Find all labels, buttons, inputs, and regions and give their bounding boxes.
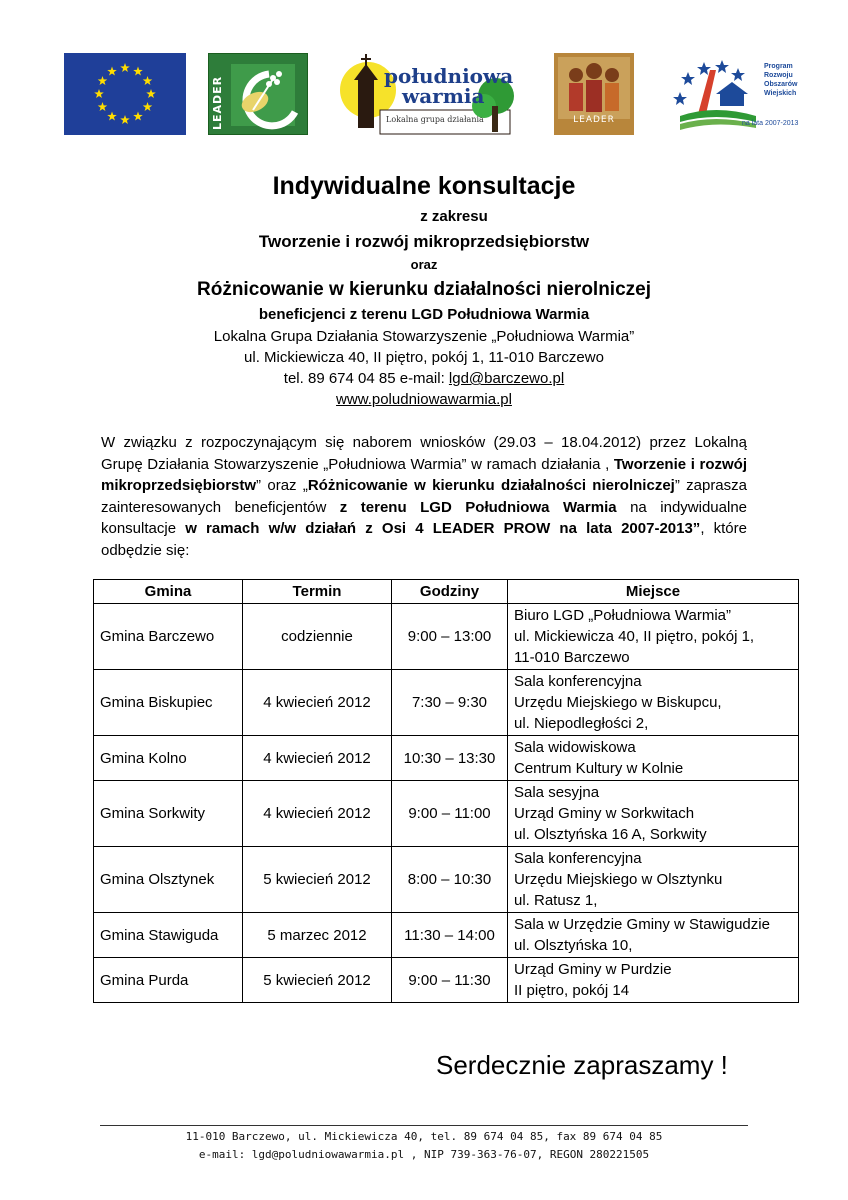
eu-star [120,63,130,72]
intro-bold-roznicowanie: Różnicowanie w kierunku działalności nierolniczej [307,477,675,494]
cell-godziny: 10:30 – 13:30 [392,736,508,781]
cell-miejsce [508,847,799,913]
miejsce-line: Sala konferencyjna [514,850,642,867]
miejsce-line: Urząd Gminy w Sorkwitach [514,805,695,822]
column-header-gmina: Gmina [94,580,243,604]
cell-termin: 5 kwiecień 2012 [243,958,392,1003]
cell-termin: 4 kwiecień 2012 [243,670,392,736]
footer-divider [100,1125,748,1126]
cell-termin: 4 kwiecień 2012 [243,781,392,847]
cell-gmina: Gmina Sorkwity [94,781,243,847]
header-org-name: Lokalna Grupa Działania Stowarzyszenie „Południowa Warmia” [213,328,635,345]
intro-text: , które odbędzie się: [101,520,747,559]
cell-miejsce [508,736,799,781]
eu-star [133,112,143,121]
intro-bold-mikro: Tworzenie i rozwój mikroprzedsiębiorstw [101,455,748,494]
header-line-oraz: oraz [410,257,438,272]
cell-godziny: 8:00 – 10:30 [392,847,508,913]
cell-miejsce [508,604,799,670]
cell-gmina: Gmina Olsztynek [94,847,243,913]
table-body [94,604,799,1003]
miejsce-line: 11-010 Barczewo [514,649,630,666]
eu-star [98,76,108,85]
page-title: Indywidualne konsultacje [272,172,576,200]
table-row [94,604,799,670]
table-header-row [94,580,799,604]
schedule-table [93,579,799,1003]
intro-bold-leader: w ramach w/w działań z Osi 4 LEADER PROW na lata 2007-2013” [185,520,701,537]
cell-godziny: 11:30 – 14:00 [392,913,508,958]
cell-termin: 5 kwiecień 2012 [243,847,392,913]
eu-star [146,89,156,98]
header-contact [0,368,848,389]
header-line-roznicowanie: Różnicowanie w kierunku działalności nierolniczej [197,279,651,300]
intro-text: na indywidualne konsultacje [101,498,747,537]
eu-stars-icon [64,53,186,135]
eu-star [133,66,143,75]
miejsce-line: Sala w Urzędzie Gminy w Stawigudzie [514,916,770,933]
miejsce-line: Urzędu Miejskiego w Olsztynku [514,871,723,888]
header-tel: tel. 89 674 04 85 e-mail: [283,370,449,387]
cell-godziny: 9:00 – 11:00 [392,781,508,847]
table-row [94,670,799,736]
prow-logo [670,54,810,134]
cell-miejsce [508,913,799,958]
cell-godziny: 7:30 – 9:30 [392,670,508,736]
prow-text-line: Rozwoju [764,72,793,79]
leader2-logo-text: LEADER [573,115,615,125]
leader-logo-text: LEADER [211,75,224,130]
leader-people-logo [554,53,634,135]
email-link[interactable]: lgd@barczewo.pl [448,370,565,387]
cell-godziny: 9:00 – 13:00 [392,604,508,670]
table-row [94,736,799,781]
eu-star [120,115,130,124]
eu-star [94,89,104,98]
poludniowa-warmia-logo [340,50,526,138]
cell-termin: 5 marzec 2012 [243,913,392,958]
cell-gmina: Gmina Kolno [94,736,243,781]
header-line-beneficjenci: beneficjenci z terenu LGD Południowa Warmia [258,306,590,323]
miejsce-line: Biuro LGD „Południowa Warmia” [514,607,732,624]
logo-bar [0,50,848,140]
cell-miejsce [508,781,799,847]
cell-gmina: Gmina Barczewo [94,604,243,670]
header-address: ul. Mickiewicza 40, II piętro, pokój 1, 11-010 Barczewo [244,349,604,366]
cell-miejsce [508,670,799,736]
miejsce-line: II piętro, pokój 14 [514,982,630,999]
cell-godziny: 9:00 – 11:30 [392,958,508,1003]
intro-text: W związku z rozpoczynającym się naborem wniosków (29.03 – 18.04.2012) przez Lokalną Grupę Działania Stowarzyszenie „Południowa Warmia” w ramach działania , [101,434,747,473]
miejsce-line: ul. Ratusz 1, [514,892,598,909]
leader-logo [208,53,308,135]
lgd-logo-subtitle: Lokalna grupa działania [386,115,484,124]
eu-star [143,102,153,111]
miejsce-line: ul. Mickiewicza 40, II piętro, pokój 1, [514,628,755,645]
warmia-logo-text: warmia [402,84,485,108]
cell-gmina: Gmina Biskupiec [94,670,243,736]
cell-gmina: Gmina Purda [94,958,243,1003]
poludniowa-logo-text: południowa [384,64,514,88]
cell-termin: 4 kwiecień 2012 [243,736,392,781]
miejsce-line: ul. Niepodległości 2, [514,715,649,732]
footer [0,1128,848,1164]
website-link[interactable]: www.poludniowawarmia.pl [336,391,512,408]
header-line-zakresu: z zakresu [420,208,488,225]
miejsce-line: Urzędu Miejskiego w Biskupcu, [514,694,722,711]
column-header-termin: Termin [243,580,392,604]
miejsce-line: Centrum Kultury w Kolnie [514,760,684,777]
closing-text: Serdecznie zapraszamy ! [436,1050,728,1080]
cell-termin: codziennie [243,604,392,670]
table-row [94,913,799,958]
column-header-miejsce: Miejsce [508,580,799,604]
eu-star [143,76,153,85]
miejsce-line: ul. Olsztyńska 16 A, Sorkwity [514,826,707,843]
eu-star [98,102,108,111]
miejsce-line: Urząd Gminy w Purdzie [514,961,672,978]
header-line-mikroprzedsiebiorstw: Tworzenie i rozwój mikroprzedsiębiorstw [258,232,590,251]
intro-paragraph [101,432,747,561]
miejsce-line: ul. Olsztyńska 10, [514,937,633,954]
intro-text: ” oraz „ [256,477,308,494]
prow-text-line: Program [764,63,793,70]
eu-star [107,112,117,121]
table-row [94,847,799,913]
intro-text: ” zaprasza zainteresowanych beneficjentów [101,477,747,516]
column-header-godziny: Godziny [392,580,508,604]
cell-gmina: Gmina Stawiguda [94,913,243,958]
prow-text-line: Obszarów [764,81,798,88]
miejsce-line: Sala konferencyjna [514,673,642,690]
document-header [0,168,848,410]
prow-logo-text [764,62,797,98]
table-row [94,958,799,1003]
prow-years-text: na lata 2007-2013 [742,120,799,127]
table-row [94,781,799,847]
eu-flag-logo [64,53,186,135]
cell-miejsce [508,958,799,1003]
footer-contact-line: e-mail: lgd@poludniowawarmia.pl , NIP 739-363-76-07, REGON 280221505 [198,1148,650,1161]
miejsce-line: Sala sesyjna [514,784,600,801]
miejsce-line: Sala widowiskowa [514,739,636,756]
eu-star [107,66,117,75]
footer-address-line: 11-010 Barczewo, ul. Mickiewicza 40, tel. 89 674 04 85, fax 89 674 04 85 [185,1130,663,1143]
prow-text-line: Wiejskich [764,90,797,97]
intro-bold-teren: z terenu LGD Południowa Warmia [339,498,617,516]
